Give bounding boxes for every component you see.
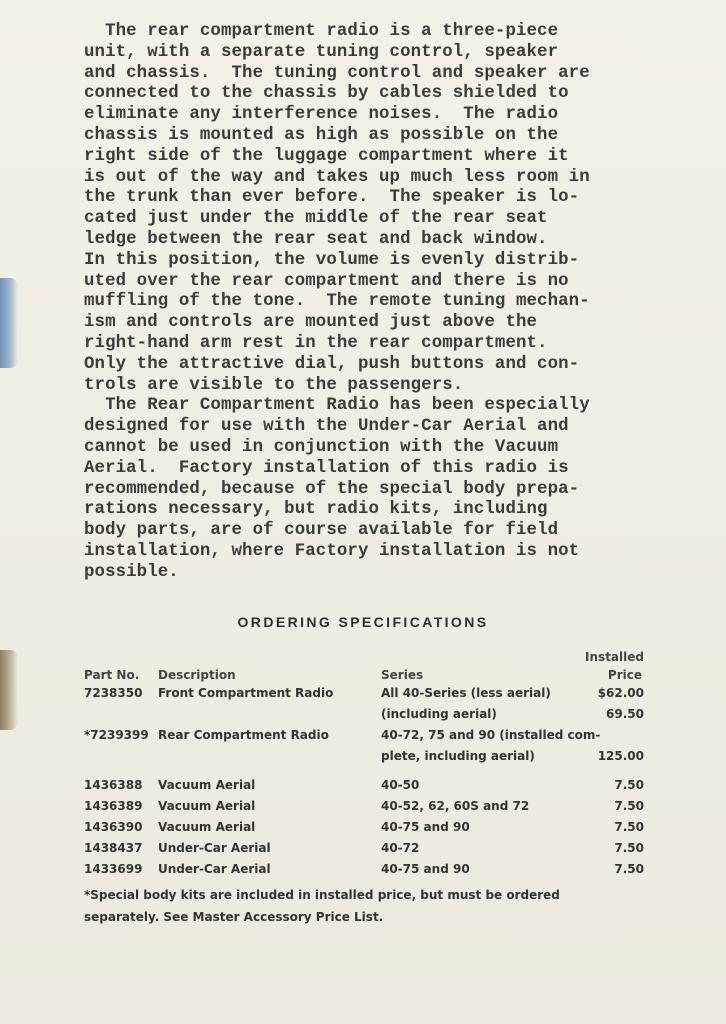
body-line: eliminate any interference noises. The radio xyxy=(84,105,559,125)
part-number-cell: 1436389 xyxy=(84,799,143,813)
body-line: right side of the luggage compartment where it xyxy=(84,146,569,166)
body-line: rations necessary, but radio kits, including xyxy=(84,500,548,520)
table-row xyxy=(84,841,644,862)
body-line: connected to the chassis by cables shielded to xyxy=(84,84,569,104)
body-line: ledge between the rear seat and back window. xyxy=(84,229,548,249)
header-description: Description xyxy=(158,668,236,682)
body-line: In this position, the volume is evenly distrib- xyxy=(84,250,580,270)
table-row xyxy=(84,778,644,799)
price-cell: 7.50 xyxy=(614,778,644,792)
table-body xyxy=(84,686,644,883)
price-cell: 69.50 xyxy=(606,707,644,721)
series-cell: 40-72 xyxy=(381,841,420,855)
body-line: muffling of the tone. The remote tuning mechan- xyxy=(84,292,590,312)
part-number-cell: *7239399 xyxy=(84,728,149,742)
row-gap xyxy=(84,770,644,778)
body-line: body parts, are of course available for field xyxy=(84,521,559,541)
body-line: chassis is mounted as high as possible on the xyxy=(84,125,559,145)
series-cell: 40-72, 75 and 90 (installed com- xyxy=(381,728,601,742)
price-cell: 7.50 xyxy=(614,799,644,813)
description-cell: Vacuum Aerial xyxy=(158,799,256,813)
body-line: uted over the rear compartment and there is no xyxy=(84,271,569,291)
specifications-table xyxy=(84,648,644,883)
footnote-line-1: *Special body kits are included in installed price, but must be ordered xyxy=(84,888,560,902)
footnote-line-2: separately. See Master Accessory Price List. xyxy=(84,910,384,924)
body-paragraphs xyxy=(84,22,684,584)
body-line: and chassis. The tuning control and speaker are xyxy=(84,63,590,83)
part-number-cell: 1436388 xyxy=(84,778,143,792)
binding-clip-mark xyxy=(0,278,18,368)
description-cell: Under-Car Aerial xyxy=(158,862,271,876)
table-row xyxy=(84,820,644,841)
body-line: installation, where Factory installation is not xyxy=(84,541,580,561)
ordering-specifications-title: ORDERING SPECIFICATIONS xyxy=(237,614,489,630)
body-line: The Rear Compartment Radio has been especially xyxy=(84,396,590,416)
table-header xyxy=(84,648,644,686)
price-cell: 7.50 xyxy=(614,862,644,876)
binding-clip-mark xyxy=(0,650,18,730)
header-price: Price xyxy=(607,668,642,682)
description-cell: Rear Compartment Radio xyxy=(158,728,329,742)
series-cell: All 40-Series (less aerial) xyxy=(381,686,551,700)
body-line: is out of the way and takes up much less room in xyxy=(84,167,590,187)
part-number-cell: 1438437 xyxy=(84,841,143,855)
table-row xyxy=(84,707,644,728)
body-line: cated just under the middle of the rear seat xyxy=(84,209,548,229)
price-cell: 125.00 xyxy=(597,749,644,763)
body-line: recommended, because of the special body prepa- xyxy=(84,479,580,499)
series-cell: 40-52, 62, 60S and 72 xyxy=(381,799,530,813)
footnote xyxy=(84,884,644,928)
body-line: unit, with a separate tuning control, speaker xyxy=(84,42,559,62)
series-cell: 40-50 xyxy=(381,778,420,792)
price-cell: 7.50 xyxy=(614,841,644,855)
table-row xyxy=(84,686,644,707)
header-series: Series xyxy=(381,668,424,682)
description-cell: Under-Car Aerial xyxy=(158,841,271,855)
description-cell: Vacuum Aerial xyxy=(158,778,256,792)
table-row xyxy=(84,799,644,820)
price-cell: $62.00 xyxy=(597,686,644,700)
part-number-cell: 7238350 xyxy=(84,686,143,700)
header-part-no: Part No. xyxy=(84,668,140,682)
price-cell: 7.50 xyxy=(614,820,644,834)
body-line: possible. xyxy=(84,562,179,582)
description-cell: Front Compartment Radio xyxy=(158,686,334,700)
series-cell: plete, including aerial) xyxy=(381,749,535,763)
table-row xyxy=(84,728,644,749)
body-line: Aerial. Factory installation of this radio is xyxy=(84,458,569,478)
body-line: right-hand arm rest in the rear compartment. xyxy=(84,333,548,353)
header-installed: Installed xyxy=(585,650,644,664)
series-cell: (including aerial) xyxy=(381,707,497,721)
body-line: ism and controls are mounted just above the xyxy=(84,313,538,333)
body-line: cannot be used in conjunction with the Vacuum xyxy=(84,437,559,457)
table-row xyxy=(84,862,644,883)
description-cell: Vacuum Aerial xyxy=(158,820,256,834)
body-line: trols are visible to the passengers. xyxy=(84,375,464,395)
body-line: designed for use with the Under-Car Aerial and xyxy=(84,417,569,437)
series-cell: 40-75 and 90 xyxy=(381,820,470,834)
series-cell: 40-75 and 90 xyxy=(381,862,470,876)
body-line: Only the attractive dial, push buttons and con- xyxy=(84,354,580,374)
part-number-cell: 1436390 xyxy=(84,820,143,834)
body-line: The rear compartment radio is a three-piece xyxy=(84,22,559,41)
part-number-cell: 1433699 xyxy=(84,862,143,876)
body-line: the trunk than ever before. The speaker is lo- xyxy=(84,188,580,208)
table-row xyxy=(84,749,644,770)
